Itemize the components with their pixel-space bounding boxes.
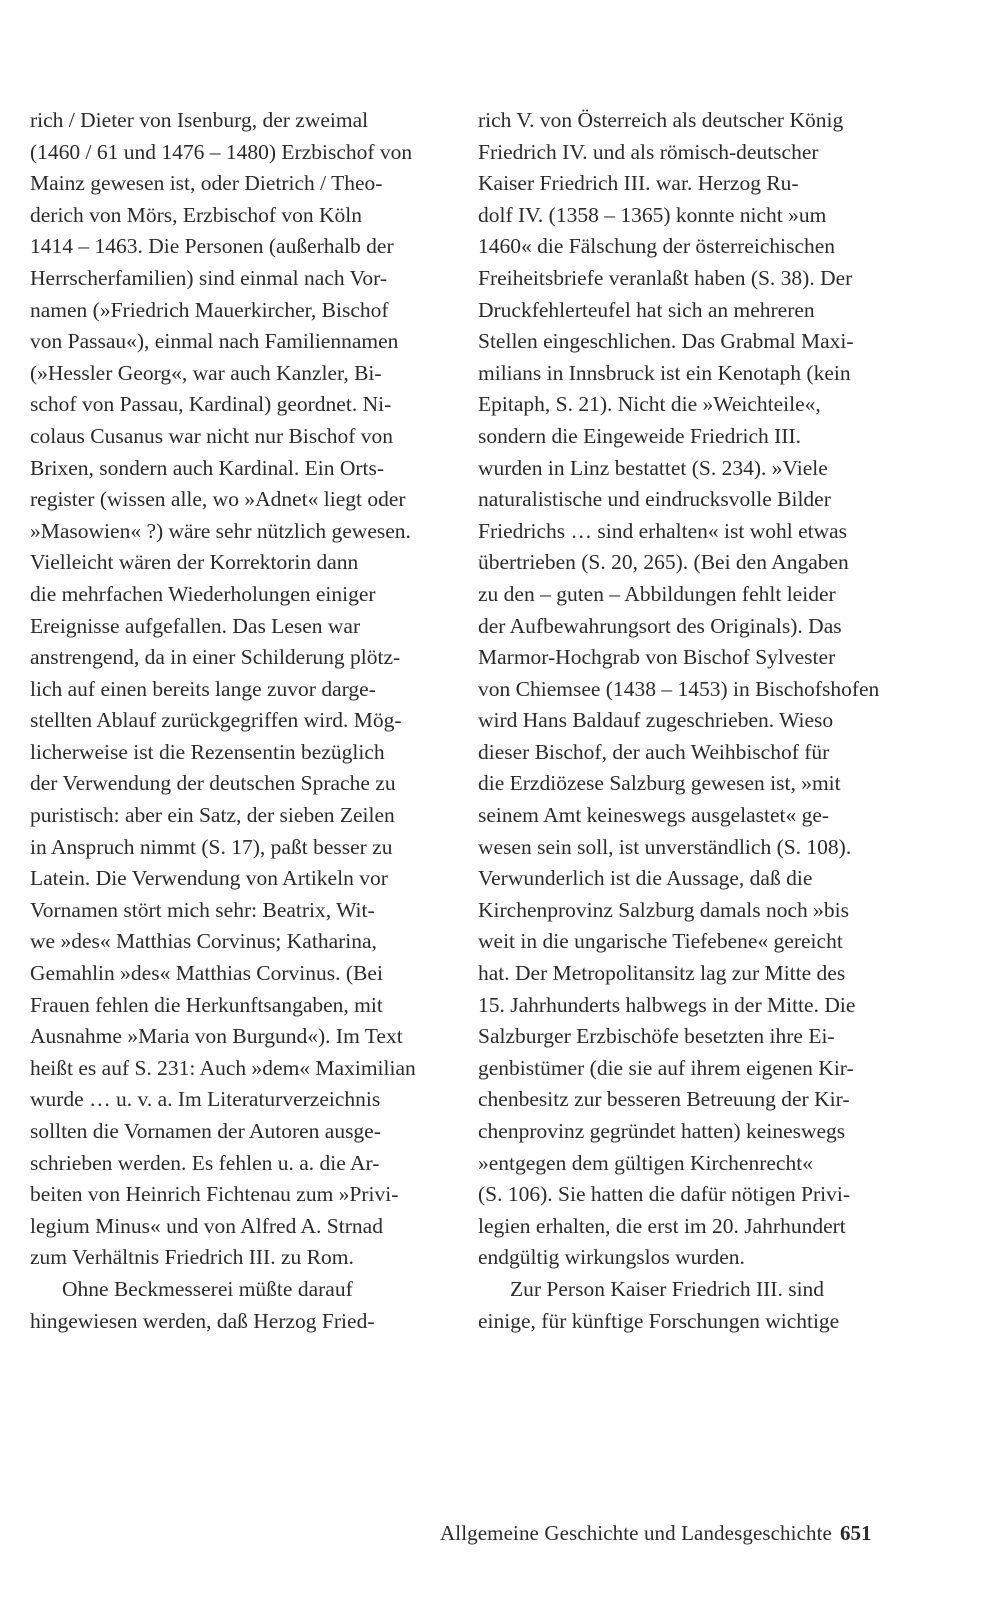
text-line: Salzburger Erzbischöfe besetzten ihre Ei- <box>478 1024 835 1049</box>
text-line: dieser Bischof, der auch Weihbischof für <box>478 739 830 764</box>
text-line: anstrengend, da in einer Schilderung plötz- <box>30 645 401 670</box>
text-line: die mehrfachen Wiederholungen einiger <box>30 581 376 606</box>
text-line: »entgegen dem gültigen Kirchenrecht« <box>478 1150 813 1175</box>
text-line: zum Verhältnis Friedrich III. zu Rom. <box>30 1245 354 1270</box>
text-line: Friedrich IV. und als römisch-deutscher <box>478 139 819 164</box>
text-line: zu den – guten – Abbildungen fehlt leider <box>478 581 836 606</box>
text-line: von Chiemsee (1438 – 1453) in Bischofshofen <box>478 676 880 701</box>
text-line: Marmor-Hochgrab von Bischof Sylvester <box>478 645 836 670</box>
text-line: chenprovinz gegründet hatten) keineswegs <box>478 1119 846 1143</box>
text-line: (»Hessler Georg«, war auch Kanzler, Bi- <box>30 360 382 385</box>
text-line: Stellen eingeschlichen. Das Grabmal Maxi- <box>478 329 854 354</box>
text-line: genbistümer (die sie auf ihrem eigenen Kir- <box>478 1055 854 1080</box>
text-line: derich von Mörs, Erzbischof von Köln <box>30 202 362 227</box>
text-line: 1414 – 1463. Die Personen (außerhalb der <box>30 234 394 259</box>
text-line: die Erzdiözese Salzburg gewesen ist, »mit <box>478 771 841 796</box>
text-line: milians in Innsbruck ist ein Kenotaph (kein <box>478 360 851 385</box>
text-line: Frauen fehlen die Herkunftsangaben, mit <box>30 992 383 1017</box>
text-line: Vielleicht wären der Korrektorin dann <box>30 550 359 575</box>
text-line: puristisch: aber ein Satz, der sieben Zeilen <box>30 803 395 828</box>
text-line: legium Minus« und von Alfred A. Strnad <box>30 1213 383 1238</box>
text-line: (1460 / 61 und 1476 – 1480) Erzbischof von <box>30 139 413 164</box>
text-line: (S. 106). Sie hatten die dafür nötigen Privi- <box>478 1182 850 1207</box>
text-line: sondern die Eingeweide Friedrich III. <box>478 423 801 448</box>
text-line: Gemahlin »des« Matthias Corvinus. (Bei <box>30 961 383 986</box>
text-line: wurde … u. v. a. Im Literaturverzeichnis <box>30 1087 381 1112</box>
text-line: 1460« die Fälschung der österreichischen <box>478 234 836 259</box>
text-line: schof von Passau, Kardinal) geordnet. Ni- <box>30 392 392 417</box>
text-line: Freiheitsbriefe veranlaßt haben (S. 38). Der <box>478 265 853 290</box>
text-line: der Verwendung der deutschen Sprache zu <box>30 771 396 796</box>
text-line: übertrieben (S. 20, 265). (Bei den Angaben <box>478 550 849 575</box>
text-line: Friedrichs … sind erhalten« ist wohl etwas <box>478 518 848 543</box>
left-text-column <box>30 105 440 1337</box>
text-line: rich V. von Österreich als deutscher König <box>478 108 844 132</box>
text-line: stellten Ablauf zurückgegriffen wird. Mög- <box>30 708 402 733</box>
text-line: Druckfehlerteufel hat sich an mehreren <box>478 297 815 322</box>
text-line: Verwunderlich ist die Aussage, daß die <box>478 866 813 891</box>
text-line: naturalistische und eindrucksvolle Bilder <box>478 487 831 512</box>
text-line: Herrscherfamilien) sind einmal nach Vor- <box>30 265 387 290</box>
text-line: legien erhalten, die erst im 20. Jahrhundert <box>478 1213 846 1238</box>
text-line: beiten von Heinrich Fichtenau zum »Privi- <box>30 1182 399 1207</box>
text-line: colaus Cusanus war nicht nur Bischof von <box>30 423 394 448</box>
section-title: Allgemeine Geschichte und Landesgeschichte <box>440 1521 832 1545</box>
text-line: Brixen, sondern auch Kardinal. Ein Orts- <box>30 455 385 480</box>
text-line: we »des« Matthias Corvinus; Katharina, <box>30 929 377 954</box>
text-line: heißt es auf S. 231: Auch »dem« Maximilian <box>30 1055 416 1080</box>
text-line: weit in die ungarische Tiefebene« gereicht <box>478 929 843 954</box>
text-line: wurden in Linz bestattet (S. 234). »Viele <box>478 455 828 480</box>
text-line: endgültig wirkungslos wurden. <box>478 1245 745 1270</box>
text-line: licherweise ist die Rezensentin bezüglich <box>30 739 385 764</box>
text-line: in Anspruch nimmt (S. 17), paßt besser zu <box>30 834 393 859</box>
text-line: wird Hans Baldauf zugeschrieben. Wieso <box>478 708 834 733</box>
text-line: Ereignisse aufgefallen. Das Lesen war <box>30 613 361 638</box>
text-line: lich auf einen bereits lange zuvor darge- <box>30 676 376 701</box>
running-footer <box>440 1519 918 1547</box>
text-line: Ausnahme »Maria von Burgund«). Im Text <box>30 1024 403 1049</box>
text-line: hat. Der Metropolitansitz lag zur Mitte des <box>478 961 846 986</box>
text-line: Kirchenprovinz Salzburg damals noch »bis <box>478 897 849 922</box>
text-line: Vornamen stört mich sehr: Beatrix, Wit- <box>30 897 375 922</box>
text-line: Mainz gewesen ist, oder Dietrich / Theo- <box>30 171 383 196</box>
text-line: register (wissen alle, wo »Adnet« liegt oder <box>30 487 406 512</box>
right-text-column <box>478 105 908 1337</box>
text-line: der Aufbewahrungsort des Originals). Das <box>478 613 842 638</box>
text-line: einige, für künftige Forschungen wichtige <box>478 1308 840 1333</box>
text-line: von Passau«), einmal nach Familiennamen <box>30 329 399 354</box>
text-line: wesen sein soll, ist unverständlich (S. 108). <box>478 834 852 859</box>
text-line: Latein. Die Verwendung von Artikeln vor <box>30 866 388 891</box>
paragraph-start-line: Zur Person Kaiser Friedrich III. sind <box>510 1276 825 1301</box>
text-line: dolf IV. (1358 – 1365) konnte nicht »um <box>478 202 827 227</box>
text-line: schrieben werden. Es fehlen u. a. die Ar- <box>30 1150 380 1175</box>
text-line: 15. Jahrhunderts halbwegs in der Mitte. Die <box>478 992 856 1017</box>
text-line: sollten die Vornamen der Autoren ausge- <box>30 1119 381 1143</box>
paragraph-start-line: Ohne Beckmesserei müßte darauf <box>62 1276 353 1301</box>
text-line: seinem Amt keineswegs ausgelastet« ge- <box>478 803 830 828</box>
text-line: hingewiesen werden, daß Herzog Fried- <box>30 1308 375 1333</box>
text-line: namen (»Friedrich Mauerkircher, Bischof <box>30 297 389 322</box>
text-line: Epitaph, S. 21). Nicht die »Weichteile«, <box>478 392 821 417</box>
text-line: »Masowien« ?) wäre sehr nützlich gewesen. <box>30 518 411 543</box>
text-line: rich / Dieter von Isenburg, der zweimal <box>30 108 369 132</box>
text-line: chenbesitz zur besseren Betreuung der Kir- <box>478 1087 850 1112</box>
page-number: 651 <box>839 1521 872 1545</box>
text-line: Kaiser Friedrich III. war. Herzog Ru- <box>478 171 799 196</box>
